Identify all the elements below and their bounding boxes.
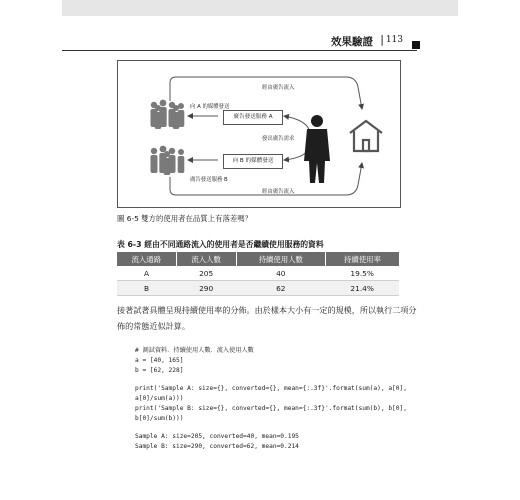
code-line: print('Sample B: size={}, converted={}, mean={:.3f}'.format(sum(b), b[0],	[135, 405, 407, 412]
paragraph-line: 接著試著具體呈現持續使用率的分佈。由於樣本大小有一定的規模，所以執行二項分	[117, 305, 417, 315]
code-line: a[0]/sum(a)))	[135, 395, 184, 402]
table-cell: 205	[176, 266, 236, 281]
figure-caption: 圖 6-5 雙方的使用者在品質上有落差嗎？	[117, 214, 253, 223]
label-media-a: 向 A 的媒體發送	[190, 104, 230, 110]
data-table	[117, 252, 399, 296]
table-cell: A	[117, 266, 176, 281]
box-service-a: 廣告發送服務 A	[223, 110, 283, 125]
header-separator: |	[380, 33, 384, 46]
chapter-title: 效果驗證	[331, 36, 373, 48]
table-row	[117, 266, 399, 281]
table-cell: 19.5%	[325, 266, 399, 281]
column-header: 流入人數	[176, 252, 236, 266]
page-number: 113	[385, 35, 403, 45]
label-inflow-bottom: 經由廣告流入	[262, 189, 295, 195]
table-cell: 62	[236, 281, 325, 296]
table-row	[117, 281, 399, 296]
box-media-b: 向 B 的媒體發送	[223, 154, 283, 169]
code-line: Sample B: size=290, converted=62, mean=0.214	[135, 443, 299, 450]
table-header-row	[117, 252, 399, 266]
code-line: a = [40, 165]	[135, 357, 184, 364]
paragraph-line: 佈的常態近似計算。	[117, 321, 190, 331]
table-cell: 21.4%	[325, 281, 399, 296]
code-line: print('Sample A: size={}, converted={}, mean={:.3f}'.format(sum(a), a[0],	[135, 385, 407, 392]
table-cell: 290	[176, 281, 236, 296]
person-icon	[304, 115, 330, 183]
code-line: b[0]/sum(b)))	[135, 415, 184, 422]
top-bar	[62, 0, 458, 16]
diagram-graphics	[118, 61, 400, 207]
column-header: 持續使用人數	[236, 252, 325, 266]
code-line: # 測試資料．持續使用人數．流入使用人數	[135, 347, 254, 354]
code-line	[135, 424, 407, 432]
house-icon	[350, 121, 382, 151]
body-paragraph	[117, 302, 417, 334]
table-cell: B	[117, 281, 176, 296]
table-cell: 40	[236, 266, 325, 281]
column-header: 流入通路	[117, 252, 176, 266]
column-header: 持續使用率	[325, 252, 399, 266]
people-group-icon	[151, 100, 185, 129]
running-header	[62, 28, 417, 51]
table-caption: 表 6-3 經由不同通路流入的使用者是否繼續使用服務的資料	[117, 240, 324, 249]
code-line: Sample A: size=205, converted=40, mean=0.195	[135, 433, 299, 440]
figure-diagram	[117, 60, 401, 208]
label-ad-request: 發出廣告需求	[262, 136, 295, 142]
header-marker	[412, 41, 420, 49]
code-line	[135, 376, 407, 384]
code-line: b = [62, 228]	[135, 367, 184, 374]
code-block	[135, 346, 407, 452]
label-service-b: 廣告發送服務 B	[190, 177, 228, 183]
label-inflow-top: 經由廣告流入	[262, 85, 295, 91]
people-group-icon	[151, 146, 185, 175]
